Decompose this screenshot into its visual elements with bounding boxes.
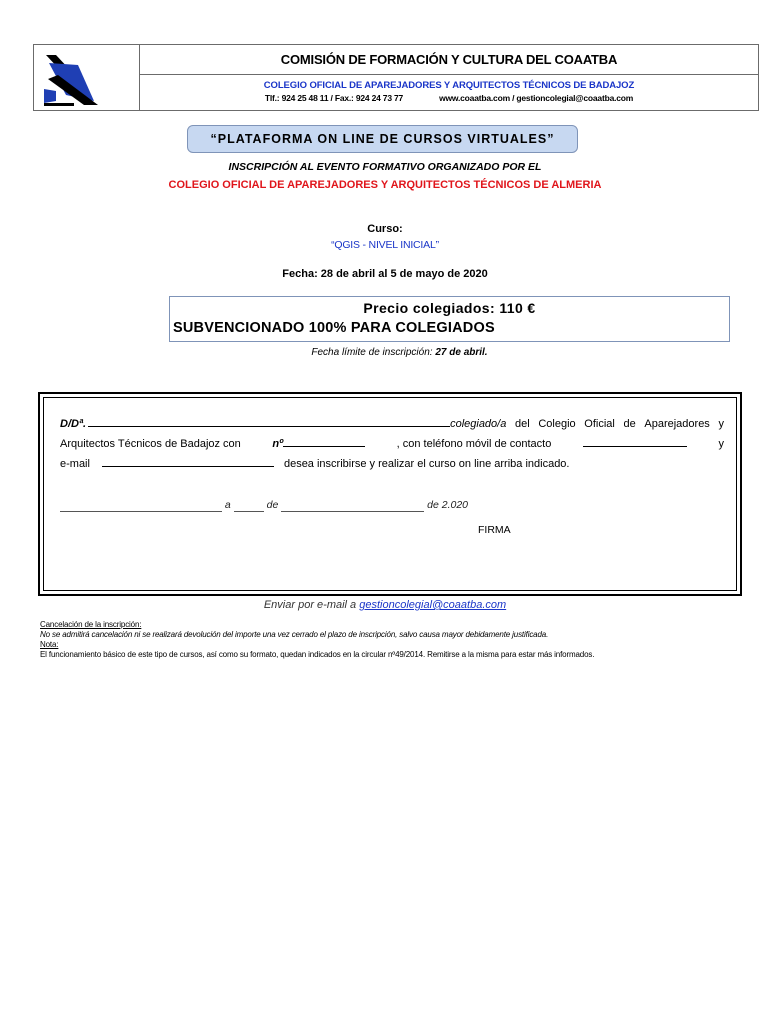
subvencion-text: SUBVENCIONADO 100% PARA COLEGIADOS (173, 320, 495, 336)
platform-title-box (187, 125, 578, 153)
email-label: e-mail (60, 458, 90, 470)
organizer-name: COLEGIO OFICIAL DE APAREJADORES Y ARQUITECTOS TÉCNICOS DE ALMERIA (168, 179, 602, 191)
header-contact (140, 93, 758, 103)
cancel-text: No se admitirá cancelación ni se realizará devolución del importe una vez cerrado el plazo de inscripción, salvo causa mayor debidamente justificada. (40, 630, 549, 639)
colegiado-text (450, 418, 724, 430)
deadline-date: 27 de abril. (435, 347, 488, 358)
send-email-link[interactable]: gestioncolegial@coaatba.com (359, 599, 507, 611)
header-title: COMISIÓN DE FORMACIÓN Y CULTURA DEL COAATBA (280, 52, 618, 67)
del-word: del (515, 418, 530, 430)
send-label: Enviar por e-mail a (263, 599, 357, 611)
line2-mid: , con teléfono móvil de contacto (396, 438, 552, 450)
colegio-word-4: Aparejadores (644, 418, 710, 430)
nota-text: El funcionamiento básico de este tipo de cursos, así como su formato, quedan indicados en la circular nº49/2014. Remitirse a la misma para estar más informados. (40, 650, 595, 659)
deadline-text (169, 347, 630, 358)
course-dates: Fecha: 28 de abril al 5 de mayo de 2020 (282, 268, 488, 280)
sig-year: de 2.020 (427, 499, 469, 511)
price-box (169, 296, 730, 342)
send-instructions (0, 599, 770, 611)
colegio-word-5: y (718, 418, 724, 430)
inscripcion-heading: INSCRIPCIÓN AL EVENTO FORMATIVO ORGANIZADO POR EL (228, 161, 542, 173)
header-subtitle-cell (140, 75, 758, 110)
letterhead (33, 44, 759, 111)
firma-label: FIRMA (478, 524, 511, 536)
line2-end: y (718, 438, 724, 450)
price-text: Precio colegiados: 110 € (363, 300, 536, 316)
curso-name: “QGIS - NIVEL INICIAL” (331, 239, 439, 251)
header-phone: Tlf.: 924 25 48 11 / Fax.: 924 24 73 77 (264, 93, 404, 103)
numero-group (272, 437, 365, 450)
numero-field[interactable] (283, 437, 365, 447)
sig-de: de (266, 499, 279, 511)
line3-end: desea inscribirse y realizar el curso on line arriba indicado. (283, 458, 570, 470)
deadline-label: Fecha límite de inscripción: (311, 347, 433, 358)
month-field[interactable] (281, 499, 424, 512)
curso-label: Curso: (367, 223, 403, 235)
name-label: D/Dª. (60, 418, 87, 430)
nota-title: Nota: (40, 640, 59, 649)
name-field[interactable] (88, 417, 450, 427)
phone-field[interactable] (583, 437, 687, 447)
colegiado-label: colegiado/a (450, 418, 507, 430)
header-colegio: COLEGIO OFICIAL DE APAREJADORES Y ARQUITECTOS TÉCNICOS DE BADAJOZ (263, 80, 635, 91)
email-field[interactable] (102, 457, 274, 467)
form-line-number (60, 437, 724, 450)
notes-section (40, 620, 760, 660)
sig-a: a (224, 499, 231, 511)
coaatba-logo (34, 45, 140, 110)
line2-start: Arquitectos Técnicos de Badajoz con (60, 438, 241, 450)
colegio-word-1: Colegio (538, 418, 576, 430)
place-field[interactable] (60, 499, 222, 512)
numero-label: nº (272, 438, 284, 450)
day-field[interactable] (234, 499, 264, 512)
header-web[interactable]: www.coaatba.com / gestioncolegial@coaatba.com (439, 93, 634, 103)
colegio-word-3: de (623, 418, 636, 430)
form-line-name (60, 417, 724, 430)
header-title-cell (140, 45, 758, 75)
signature-place-date (60, 499, 468, 512)
platform-title: “PLATAFORMA ON LINE DE CURSOS VIRTUALES” (210, 132, 555, 146)
cancel-title: Cancelación de la inscripción: (40, 620, 142, 629)
colegio-word-2: Oficial (584, 418, 615, 430)
form-line-email (60, 457, 724, 470)
registration-form (38, 392, 742, 596)
